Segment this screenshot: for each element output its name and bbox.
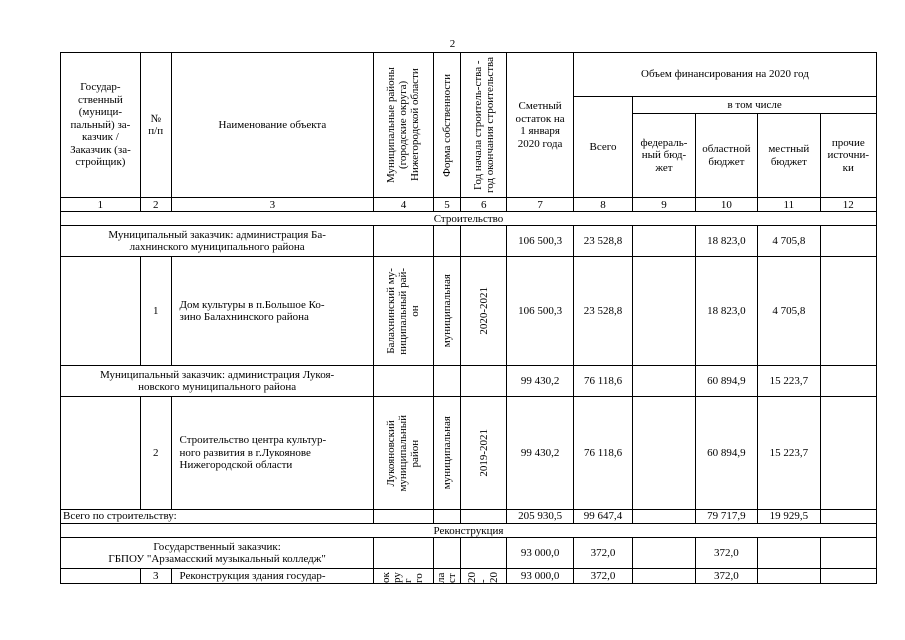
header-total: Всего xyxy=(573,97,632,198)
federal-value xyxy=(633,397,695,510)
customer-row xyxy=(61,366,877,397)
total-value: 23 528,8 xyxy=(573,257,632,366)
header-row-1 xyxy=(61,53,877,97)
object-number: 3 xyxy=(140,569,171,584)
object-years-text: 2020-2021 xyxy=(477,287,490,335)
regional-value: 79 717,9 xyxy=(695,510,757,524)
empty-cell xyxy=(61,397,141,510)
header-ownership xyxy=(433,53,461,198)
empty-cell xyxy=(433,510,461,524)
empty-cell xyxy=(61,257,141,366)
header-years-text: Год начала строитель-ства - год окончания строительства xyxy=(471,57,496,193)
object-district-fragment xyxy=(374,569,433,584)
header-regional: областной бюджет xyxy=(695,114,757,198)
header-district xyxy=(374,53,433,198)
object-row-partial xyxy=(61,569,877,584)
total-label: Всего по строительству: xyxy=(61,510,374,524)
total-value: 99 647,4 xyxy=(573,510,632,524)
header-balance: Сметный остаток на 1 января 2020 года xyxy=(507,53,574,198)
column-number: 4 xyxy=(374,198,433,212)
column-number: 11 xyxy=(758,198,820,212)
object-district-text: Лукояновский муниципальный район xyxy=(385,414,422,492)
object-number: 2 xyxy=(140,397,171,510)
empty-cell xyxy=(374,538,433,569)
column-number: 8 xyxy=(573,198,632,212)
local-value: 19 929,5 xyxy=(758,510,820,524)
object-years-fragment xyxy=(461,569,507,584)
page-number: 2 xyxy=(449,38,456,50)
customer-row xyxy=(61,226,877,257)
object-ownership xyxy=(433,257,461,366)
header-district-text: Муниципальные районы (городские округа) Нижегородской области xyxy=(385,67,422,183)
total-row xyxy=(61,510,877,524)
header-number: № п/п xyxy=(140,53,171,198)
balance-value: 93 000,0 xyxy=(507,569,574,584)
regional-value: 18 823,0 xyxy=(695,257,757,366)
ownership-fragment-text: ла ст xyxy=(434,572,458,583)
federal-value xyxy=(633,538,695,569)
customer-name: Муниципальный заказчик: администрация Лукоя- новского муниципального района xyxy=(61,366,374,397)
balance-value: 106 500,3 xyxy=(507,226,574,257)
federal-value xyxy=(633,569,695,584)
section-row-reconstruction xyxy=(61,524,877,538)
object-ownership-text: муниципальная xyxy=(440,274,453,348)
column-number: 6 xyxy=(461,198,507,212)
years-fragment-text: 20 - 20 xyxy=(466,572,501,583)
local-value: 4 705,8 xyxy=(758,226,820,257)
header-including: в том числе xyxy=(633,97,877,114)
district-fragment-text: ок ру г го xyxy=(380,572,426,583)
other-value xyxy=(820,569,876,584)
empty-cell xyxy=(461,510,507,524)
empty-cell xyxy=(374,366,433,397)
customer-name: Муниципальный заказчик: администрация Ба- лахнинского муниципального района xyxy=(61,226,374,257)
empty-cell xyxy=(433,366,461,397)
other-value xyxy=(820,538,876,569)
other-value xyxy=(820,510,876,524)
empty-cell xyxy=(374,226,433,257)
other-value xyxy=(820,226,876,257)
federal-value xyxy=(633,510,695,524)
column-number: 10 xyxy=(695,198,757,212)
financing-table xyxy=(60,52,877,584)
object-years xyxy=(461,397,507,510)
empty-cell xyxy=(461,226,507,257)
balance-value: 99 430,2 xyxy=(507,397,574,510)
object-name: Строительство центра культур- ного развития в г.Лукоянове Нижегородской области xyxy=(171,397,374,510)
federal-value xyxy=(633,226,695,257)
column-number: 7 xyxy=(507,198,574,212)
local-value: 4 705,8 xyxy=(758,257,820,366)
header-funding: Объем финансирования на 2020 год xyxy=(573,53,876,97)
object-years-text: 2019-2021 xyxy=(477,429,490,477)
object-district xyxy=(374,397,433,510)
section-title: Строительство xyxy=(61,212,877,226)
total-value: 372,0 xyxy=(573,538,632,569)
total-value: 372,0 xyxy=(573,569,632,584)
balance-value: 99 430,2 xyxy=(507,366,574,397)
empty-cell xyxy=(461,366,507,397)
federal-value xyxy=(633,257,695,366)
object-district-text: Балахнинский му- ниципальный рай- он xyxy=(385,267,422,355)
column-number: 5 xyxy=(433,198,461,212)
regional-value: 18 823,0 xyxy=(695,226,757,257)
object-ownership xyxy=(433,397,461,510)
local-value xyxy=(758,569,820,584)
header-object-name: Наименование объекта xyxy=(171,53,374,198)
header-federal: федераль- ный бюд- жет xyxy=(633,114,695,198)
section-title: Реконструкция xyxy=(61,524,877,538)
column-numbers-row xyxy=(61,198,877,212)
column-number: 2 xyxy=(140,198,171,212)
empty-cell xyxy=(433,226,461,257)
other-value xyxy=(820,397,876,510)
regional-value: 60 894,9 xyxy=(695,366,757,397)
header-other: прочие источни- ки xyxy=(820,114,876,198)
empty-cell xyxy=(433,538,461,569)
column-number: 3 xyxy=(171,198,374,212)
total-value: 76 118,6 xyxy=(573,397,632,510)
total-value: 76 118,6 xyxy=(573,366,632,397)
column-number: 12 xyxy=(820,198,876,212)
column-number: 1 xyxy=(61,198,141,212)
regional-value: 372,0 xyxy=(695,538,757,569)
header-ownership-text: Форма собственности xyxy=(440,73,453,177)
regional-value: 60 894,9 xyxy=(695,397,757,510)
local-value: 15 223,7 xyxy=(758,366,820,397)
object-years xyxy=(461,257,507,366)
other-value xyxy=(820,257,876,366)
customer-row xyxy=(61,538,877,569)
column-number: 9 xyxy=(633,198,695,212)
customer-name: Государственный заказчик: ГБПОУ "Арзамасский музыкальный колледж" xyxy=(61,538,374,569)
local-value xyxy=(758,538,820,569)
empty-cell xyxy=(374,510,433,524)
object-district xyxy=(374,257,433,366)
federal-value xyxy=(633,366,695,397)
empty-cell xyxy=(461,538,507,569)
object-ownership-fragment xyxy=(433,569,461,584)
object-row xyxy=(61,257,877,366)
regional-value: 372,0 xyxy=(695,569,757,584)
object-name: Реконструкция здания государ- xyxy=(171,569,374,584)
empty-cell xyxy=(61,569,141,584)
balance-value: 205 930,5 xyxy=(507,510,574,524)
balance-value: 106 500,3 xyxy=(507,257,574,366)
object-name: Дом культуры в п.Большое Ко- зино Балахнинского района xyxy=(171,257,374,366)
section-row-construction xyxy=(61,212,877,226)
header-years xyxy=(461,53,507,198)
balance-value: 93 000,0 xyxy=(507,538,574,569)
header-customer: Государ- ственный (муници- пальный) за- казчик / Заказчик (за- стройщик) xyxy=(61,53,141,198)
object-ownership-text: муниципальная xyxy=(440,416,453,490)
total-value: 23 528,8 xyxy=(573,226,632,257)
object-row xyxy=(61,397,877,510)
header-local: местный бюджет xyxy=(758,114,820,198)
object-number: 1 xyxy=(140,257,171,366)
other-value xyxy=(820,366,876,397)
local-value: 15 223,7 xyxy=(758,397,820,510)
